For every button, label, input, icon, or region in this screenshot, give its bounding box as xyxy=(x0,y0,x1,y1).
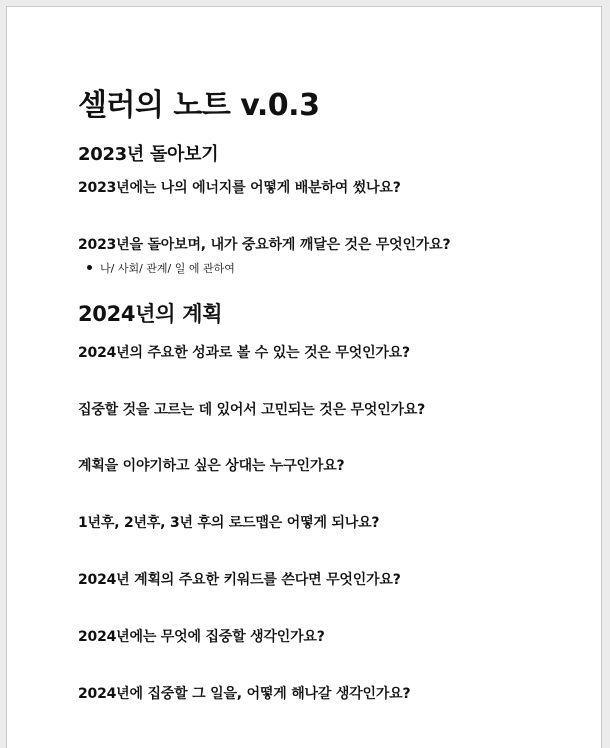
question-2024-focus: 2024년에는 무엇에 집중할 생각인가요? xyxy=(78,629,325,645)
bullet-list xyxy=(86,260,235,276)
question-2024-roadmap: 1년후, 2년후, 3년 후의 로드맵은 어떻게 되나요? xyxy=(78,515,380,531)
bullet-text: 나/ 사회/ 관계/ 일 에 관하여 xyxy=(100,262,235,275)
question-2024-keyword: 2024년 계획의 주요한 키워드를 쓴다면 무엇인가요? xyxy=(78,572,401,588)
page-title: 셀러의 노트 v.0.3 xyxy=(78,88,320,123)
document-page xyxy=(6,6,602,748)
question-2023-energy: 2023년에는 나의 에너지를 어떻게 배분하여 썼나요? xyxy=(78,180,401,196)
question-2024-partner: 계획을 이야기하고 싶은 상대는 누구인가요? xyxy=(78,458,345,474)
section-heading-2023-review: 2023년 돌아보기 xyxy=(78,144,219,165)
section-heading-2024-plan: 2024년의 계획 xyxy=(78,302,223,326)
question-2023-realization: 2023년을 돌아보며, 내가 중요하게 깨달은 것은 무엇인가요? xyxy=(78,237,451,253)
question-2024-execution: 2024년에 집중할 그 일을, 어떻게 해나갈 생각인가요? xyxy=(78,686,411,702)
question-2024-achievement: 2024년의 주요한 성과로 볼 수 있는 것은 무엇인가요? xyxy=(78,345,410,361)
question-2024-focus-concern: 집중할 것을 고르는 데 있어서 고민되는 것은 무엇인가요? xyxy=(78,402,426,418)
bullet-icon xyxy=(87,265,92,270)
list-item xyxy=(86,260,235,276)
